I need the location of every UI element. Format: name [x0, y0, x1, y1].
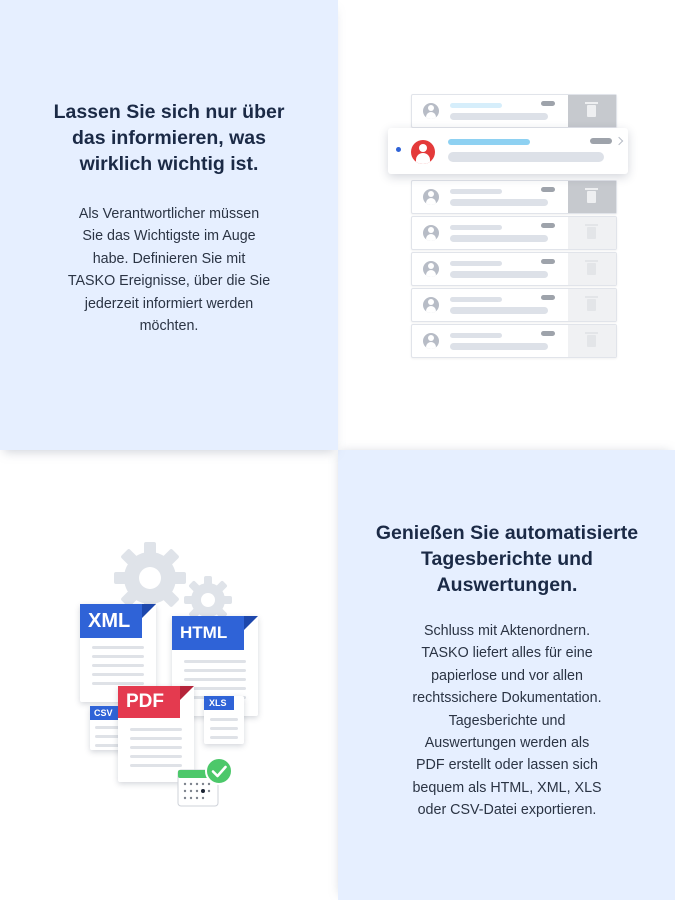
- feature-panel-reports-text: [338, 450, 675, 900]
- notification-row: [411, 216, 617, 250]
- notification-row: [411, 288, 617, 322]
- user-avatar-icon: [423, 297, 439, 313]
- user-avatar-icon: [423, 261, 439, 277]
- chevron-right-icon: [615, 137, 623, 145]
- notifications-headline: Lassen Sie sich nur über das informieren, was wirklich wichtig ist.: [53, 101, 285, 175]
- user-avatar-icon: [423, 189, 439, 205]
- reports-headline: Genießen Sie automatisierte Tagesberichte und Auswertungen.: [375, 522, 639, 596]
- trash-icon: [568, 325, 616, 357]
- feature-panel-notifications-text: [0, 0, 338, 450]
- user-avatar-icon: [423, 103, 439, 119]
- user-avatar-icon: [411, 140, 435, 164]
- notification-row: [411, 94, 617, 128]
- trash-icon: [568, 217, 616, 249]
- xml-file-label: XML: [80, 604, 142, 638]
- user-avatar-icon: [423, 225, 439, 241]
- notification-row: [411, 180, 617, 214]
- notifications-body: Als Verantwortlicher müssen Sie das Wichtigste im Auge habe. Definieren Sie mit TASKO Ereignisse, über die Sie jederzeit informiert werden möchten.: [67, 206, 271, 335]
- check-icon: [204, 756, 234, 786]
- reports-body: Schluss mit Aktenordnern. TASKO liefert alles für eine papierlose und vor allen rechtssichere Dokumentation. Tagesberichte und Auswertungen werden als PDF erstellt oder lassen sich bequem als HTML, XML, XLS oder CSV-Datei exportieren.: [412, 623, 602, 819]
- trash-icon: [568, 289, 616, 321]
- notification-row: [411, 324, 617, 358]
- trash-icon: [568, 181, 616, 213]
- trash-icon: [568, 95, 616, 127]
- notification-row-highlighted: [388, 128, 628, 174]
- html-file-label: HTML: [172, 616, 244, 650]
- trash-icon: [568, 253, 616, 285]
- unread-dot-icon: [396, 147, 401, 152]
- pdf-file-label: PDF: [118, 686, 180, 718]
- user-avatar-icon: [423, 333, 439, 349]
- notification-row: [411, 252, 617, 286]
- feature-panel-reports-illustration: [0, 450, 338, 900]
- xls-file-label: XLS: [204, 696, 234, 710]
- csv-file-label: CSV: [90, 706, 118, 720]
